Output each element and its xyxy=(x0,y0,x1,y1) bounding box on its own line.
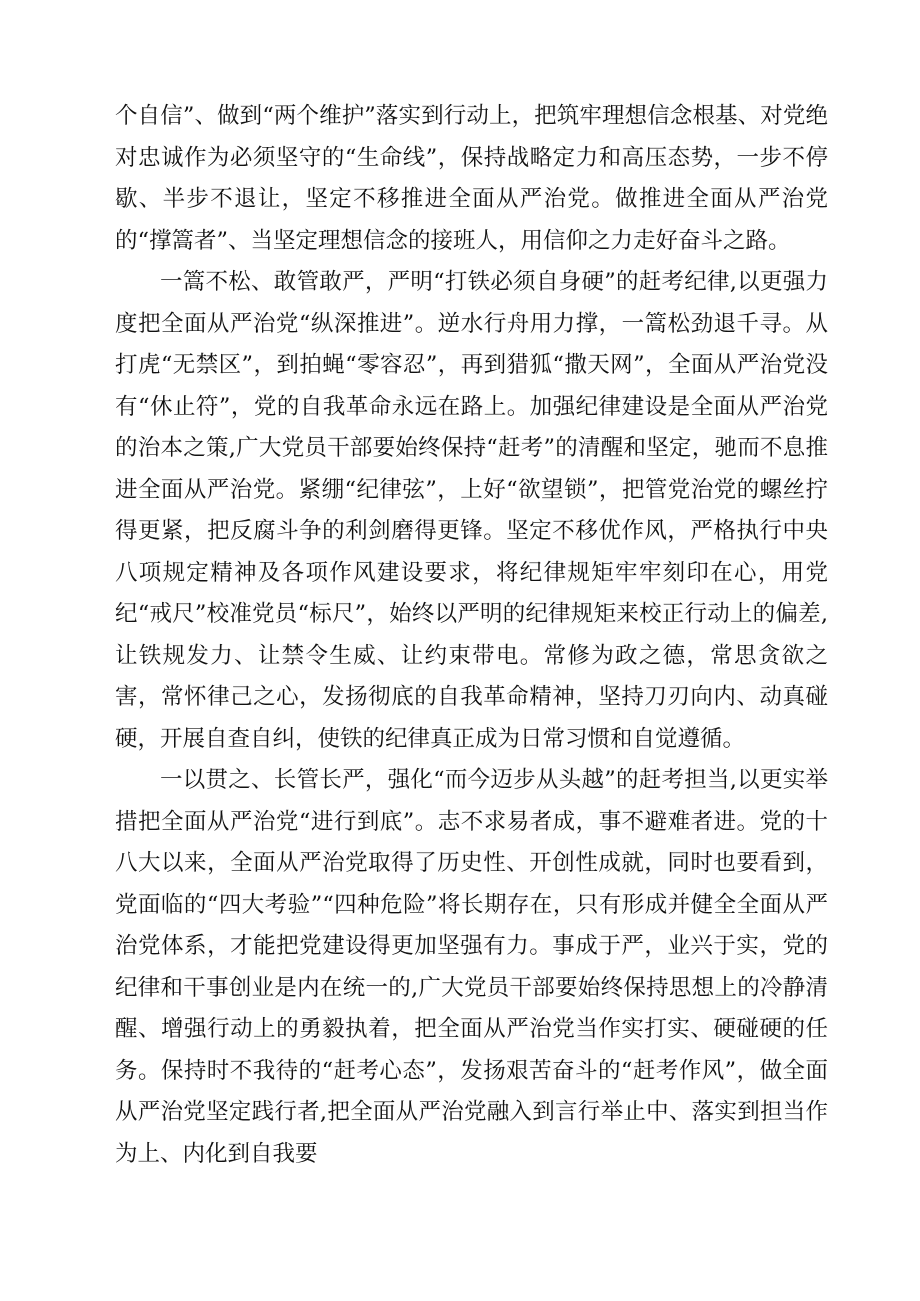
paragraph-2: 一篙不松、敢管敢严，严明“打铁必须自身硬”的赶考纪律,以更强力度把全面从严治党“纵深推进”。逆水行舟用力撑，一篙松劲退千寻。从打虎“无禁区”，到拍蝇“零容忍”，再到猎狐“撒天网”，全面从严治党没有“休止符”，党的自我革命永远在路上。加强纪律建设是全面从严治党的治本之策,广大党员干部要始终保持“赶考”的清醒和坚定，驰而不息推进全面从严治党。紧绷“纪律弦”，上好“欲望锁”，把管党治党的螺丝拧得更紧，把反腐斗争的利剑磨得更锋。坚定不移优作风，严格执行中央八项规定精神及各项作风建设要求，将纪律规矩牢牢刻印在心，用党纪“戒尺”校准党员“标尺”，始终以严明的纪律规矩来校正行动上的偏差,让铁规发力、让禁令生威、让约束带电。常修为政之德，常思贪欲之害，常怀律己之心，发扬彻底的自我革命精神，坚持刀刃向内、动真碰硬，开展自查自纠，使铁的纪律真正成为日常习惯和自觉遵循。 xyxy=(115,269,828,752)
paragraph-3: 一以贯之、长管长严，强化“而今迈步从头越”的赶考担当,以更实举措把全面从严治党“进行到底”。志不求易者成，事不避难者进。党的十八大以来，全面从严治党取得了历史性、开创性成就，同时也要看到，党面临的“四大考验”“四种危险”将长期存在，只有形成并健全全面从严治党体系，才能把党建设得更加坚强有力。事成于严，业兴于实，党的纪律和干事创业是内在统一的,广大党员干部要始终保持思想上的冷静清醒、增强行动上的勇毅执着，把全面从严治党当作实打实、硬碰硬的任务。保持时不我待的“赶考心态”，发扬艰苦奋斗的“赶考作风”，做全面从严治党坚定践行者,把全面从严治党融入到言行举止中、落实到担当作为上、内化到自我要 xyxy=(115,767,828,1167)
document-body xyxy=(115,96,828,1175)
paragraph-1: 个自信”、做到“两个维护”落实到行动上，把筑牢理想信念根基、对党绝对忠诚作为必须坚守的“生命线”，保持战略定力和高压态势，一步不停歇、半步不退让，坚定不移推进全面从严治党。做推进全面从严治党的“撑篙者”、当坚定理想信念的接班人，用信仰之力走好奋斗之路。 xyxy=(115,103,828,254)
